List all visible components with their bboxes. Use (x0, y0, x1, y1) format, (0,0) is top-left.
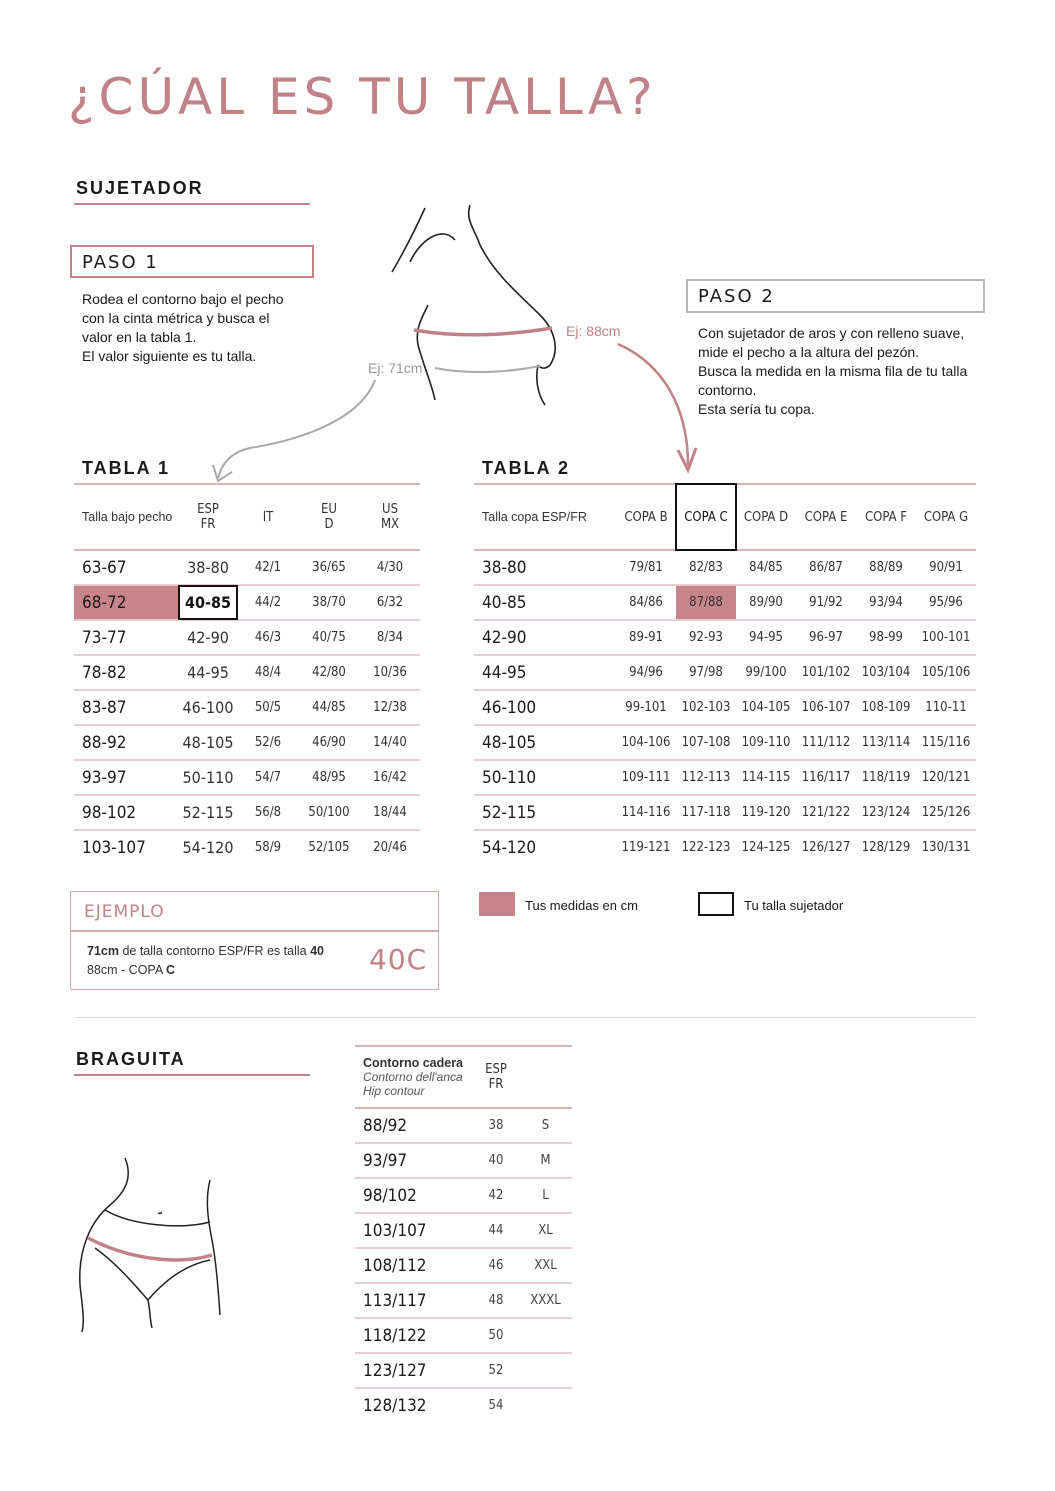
step2-label: PASO 2 (698, 286, 775, 307)
table2-header: COPA D (736, 484, 796, 550)
table2-cell: 115/116 (916, 725, 976, 760)
table2-heading: TABLA 2 (482, 458, 570, 478)
table1-cell: 50/100 (298, 795, 360, 830)
step2-line: Con sujetador de aros y con relleno suave, (698, 325, 965, 341)
hip-cell: 38 (473, 1108, 519, 1143)
table1-cell: 42/1 (238, 550, 298, 585)
example-text (87, 942, 347, 980)
hip-cell: 42 (473, 1178, 519, 1213)
table2-cell: 110-11 (916, 690, 976, 725)
table2-cell: 46-100 (474, 690, 616, 725)
hip-cell: 118/122 (355, 1318, 473, 1353)
table2-cell: 94/96 (616, 655, 676, 690)
table1-cell: 36/65 (298, 550, 360, 585)
table1-cell: 52-115 (178, 795, 238, 830)
table2-cell: 44-95 (474, 655, 616, 690)
table1-cell: 83-87 (74, 690, 178, 725)
hip-row (355, 1108, 572, 1143)
brief-section-heading: BRAGUITA (76, 1049, 186, 1069)
example-line2-mid: 88cm - COPA (87, 963, 166, 977)
hip-cell: 113/117 (355, 1283, 473, 1318)
table1-row (74, 795, 420, 830)
table1-cell: 6/32 (360, 585, 420, 620)
table2-row (474, 690, 976, 725)
step1-line: con la cinta métrica y busca el (82, 310, 270, 326)
hip-row (355, 1178, 572, 1213)
table2-cell: 128/129 (861, 840, 911, 855)
table2-cell: 109-110 (736, 725, 796, 760)
bust-measure-annotation: Ej: 88cm (566, 323, 621, 339)
table1-heading: TABLA 1 (82, 458, 170, 478)
hip-row (355, 1388, 572, 1422)
example-cup: C (165, 963, 175, 977)
table2-cell: 113/114 (856, 725, 916, 760)
table2-cell: 54-120 (482, 837, 537, 858)
table2-cell: 124-125 (741, 840, 791, 855)
table2-cell: 118/119 (856, 760, 916, 795)
table2-cell: 117-118 (676, 795, 736, 830)
table1-cell: 98-102 (74, 795, 178, 830)
table2-cell: 87/88 (676, 585, 736, 620)
hip-cell: 98/102 (355, 1178, 473, 1213)
step2-line: Busca la medida en la misma fila de tu talla (698, 363, 968, 379)
table1-row (74, 725, 420, 760)
legend-size-label: Tu talla sujetador (744, 898, 844, 913)
table2-cell: 52-115 (474, 795, 616, 830)
table1-cell: 88-92 (74, 725, 178, 760)
table2-row (474, 725, 976, 760)
hip-header-blank (519, 1046, 572, 1108)
table1-cell: 50/5 (238, 690, 298, 725)
hip-cell: 123/127 (355, 1353, 473, 1388)
table2-cell: 122-123 (681, 840, 731, 855)
page-title: ¿CÚAL ES TU TALLA? (68, 68, 657, 126)
example-line-1 (87, 942, 347, 961)
table1-cell: 40/75 (298, 620, 360, 655)
table1-cell: 8/34 (360, 620, 420, 655)
hip-cell: 88/92 (355, 1108, 473, 1143)
table1-row (74, 690, 420, 725)
table2-cell: 105/106 (916, 655, 976, 690)
table2-cell: 130/131 (921, 840, 971, 855)
hip-header-es: Contorno cadera (363, 1056, 464, 1070)
table2-cell: 50-110 (474, 760, 616, 795)
table2-cell: 108-109 (856, 690, 916, 725)
hip-row (355, 1318, 572, 1353)
step2-line: contorno. (698, 382, 757, 398)
table1-cell: 56/8 (238, 795, 298, 830)
table1-cell: 54-120 (182, 838, 234, 857)
table1-cell: 16/42 (360, 760, 420, 795)
table2-cell: 82/83 (676, 550, 736, 585)
table2-cell: 114-116 (616, 795, 676, 830)
example-band: 40 (310, 944, 324, 958)
table1-header: US MX (360, 484, 420, 550)
hip-cell: XXL (519, 1248, 572, 1283)
table2-cell: 91/92 (796, 585, 856, 620)
table2-row (474, 550, 976, 585)
table2-header-selected: COPA C (676, 484, 736, 550)
table1-cell: 54/7 (238, 760, 298, 795)
table1-cell: 46-100 (178, 690, 238, 725)
hips-illustration (70, 1150, 230, 1335)
table1-cell: 58/9 (254, 840, 282, 855)
table1-header: IT (238, 484, 298, 550)
table2-cell: 99/100 (736, 655, 796, 690)
table1-cell: 52/6 (238, 725, 298, 760)
table2-cell: 48-105 (474, 725, 616, 760)
step2-line: mide el pecho a la altura del pezón. (698, 344, 920, 360)
table2-header: COPA E (796, 484, 856, 550)
table1-header: Talla bajo pecho (74, 484, 178, 550)
table2-cell: 90/91 (916, 550, 976, 585)
example-line-2 (87, 961, 347, 980)
table1-cell: 10/36 (360, 655, 420, 690)
table2-cell: 104-106 (616, 725, 676, 760)
table1-row (74, 760, 420, 795)
table2-cell: 111/112 (796, 725, 856, 760)
hip-row (355, 1143, 572, 1178)
table1-cell: 46/3 (238, 620, 298, 655)
hip-cell: 52 (473, 1353, 519, 1388)
table2-cell: 102-103 (676, 690, 736, 725)
example-line1-mid: de talla contorno ESP/FR es talla (118, 944, 311, 958)
hip-cell: 54 (488, 1398, 504, 1413)
hip-row (355, 1248, 572, 1283)
step1-line: Rodea el contorno bajo el pecho (82, 291, 284, 307)
table1-cell: 48/4 (238, 655, 298, 690)
hip-header-it: Contorno dell'anca (363, 1070, 463, 1084)
hip-header-en: Hip contour (363, 1084, 425, 1098)
table1-cell: 73-77 (74, 620, 178, 655)
hip-cell: 48 (473, 1283, 519, 1318)
table2-row (474, 830, 976, 864)
table2-cell: 86/87 (796, 550, 856, 585)
table1-cell: 14/40 (360, 725, 420, 760)
hip-cell: 46 (473, 1248, 519, 1283)
table1-row (74, 585, 420, 620)
table2-cell: 84/85 (736, 550, 796, 585)
table2-row (474, 760, 976, 795)
table1-cell: 12/38 (360, 690, 420, 725)
table2-cell: 89-91 (616, 620, 676, 655)
table2-cell: 99-101 (616, 690, 676, 725)
table2-cell: 109-111 (616, 760, 676, 795)
table2-cell: 123/124 (856, 795, 916, 830)
table2-row (474, 620, 976, 655)
table1-cell: 4/30 (360, 550, 420, 585)
hip-row (355, 1213, 572, 1248)
hip-cell: M (519, 1143, 572, 1178)
table2-cell: 119-120 (736, 795, 796, 830)
underbust-measure-annotation: Ej: 71cm (368, 360, 423, 376)
example-box (70, 891, 439, 990)
table1-cell: 52/105 (308, 840, 350, 855)
step1-label: PASO 1 (82, 252, 159, 273)
table2-cell: 97/98 (676, 655, 736, 690)
table1-cell: 63-67 (74, 550, 178, 585)
table1-cell: 50-110 (178, 760, 238, 795)
table2-cell: 84/86 (616, 585, 676, 620)
table1-row (74, 550, 420, 585)
table1-cell: 42/80 (298, 655, 360, 690)
table2-row (474, 655, 976, 690)
table2-cell: 121/122 (796, 795, 856, 830)
table2-cell: 126/127 (801, 840, 851, 855)
hip-table (355, 1045, 572, 1422)
example-title: EJEMPLO (84, 902, 165, 922)
table2-cell: 42-90 (474, 620, 616, 655)
table2-cell: 93/94 (856, 585, 916, 620)
table2-cell: 103/104 (856, 655, 916, 690)
table2-cell: 98-99 (856, 620, 916, 655)
hip-cell: S (519, 1108, 572, 1143)
example-underbust: 71cm (87, 944, 119, 958)
hip-row (355, 1283, 572, 1318)
table2-header: COPA B (616, 484, 676, 550)
hip-cell: XL (519, 1213, 572, 1248)
table2-cell: 125/126 (916, 795, 976, 830)
hip-cell (519, 1388, 572, 1422)
table2-cell: 92-93 (676, 620, 736, 655)
table2-cell: 96-97 (796, 620, 856, 655)
hip-row (355, 1353, 572, 1388)
legend-measure-swatch (479, 892, 515, 916)
table1-cell: 20/46 (373, 840, 407, 855)
hip-header-espfr: ESP FR (473, 1046, 519, 1108)
hip-cell: L (519, 1178, 572, 1213)
table2-row (474, 795, 976, 830)
table1-cell: 46/90 (298, 725, 360, 760)
table2-cell: 89/90 (736, 585, 796, 620)
table2-cell: 79/81 (616, 550, 676, 585)
table1-cell: 38/70 (298, 585, 360, 620)
table1-cell: 44-95 (178, 655, 238, 690)
step1-line: valor en la tabla 1. (82, 329, 197, 345)
table1-cell: 44/85 (298, 690, 360, 725)
table2-cell: 100-101 (916, 620, 976, 655)
table2-header: Talla copa ESP/FR (474, 484, 616, 550)
table2-cell: 112-113 (676, 760, 736, 795)
table1-cell: 78-82 (74, 655, 178, 690)
table2-row (474, 585, 976, 620)
table2-cell: 101/102 (796, 655, 856, 690)
table2-cell: 104-105 (736, 690, 796, 725)
table1-row (74, 830, 420, 864)
table2-cell: 40-85 (474, 585, 616, 620)
table1-header: EU D (298, 484, 360, 550)
table2-header: COPA G (916, 484, 976, 550)
table1 (74, 483, 420, 864)
table1-cell: 103-107 (82, 837, 146, 858)
bra-section-heading: SUJETADOR (76, 178, 204, 198)
table1-header: ESP FR (178, 484, 238, 550)
table1-cell: 38-80 (178, 550, 238, 585)
hip-cell: 93/97 (355, 1143, 473, 1178)
table2-cell: 88/89 (856, 550, 916, 585)
table1-cell: 40-85 (178, 585, 238, 620)
legend-size-swatch (698, 892, 734, 916)
table2-header: COPA F (856, 484, 916, 550)
section-divider (74, 1017, 976, 1018)
table1-cell: 93-97 (74, 760, 178, 795)
brief-heading-underline (74, 1074, 310, 1076)
table2-cell: 116/117 (796, 760, 856, 795)
example-divider (71, 930, 438, 932)
hip-header-label (355, 1046, 473, 1108)
step1-line: El valor siguiente es tu talla. (82, 348, 257, 364)
hip-cell (519, 1353, 572, 1388)
hip-cell: 128/132 (363, 1395, 427, 1416)
hip-cell: 103/107 (355, 1213, 473, 1248)
example-result: 40C (369, 943, 428, 976)
table1-cell: 44/2 (238, 585, 298, 620)
table1-row (74, 620, 420, 655)
table1-row (74, 655, 420, 690)
table1-cell: 42-90 (178, 620, 238, 655)
table2 (474, 483, 976, 864)
table2-cell: 120/121 (916, 760, 976, 795)
hip-cell (519, 1318, 572, 1353)
table2-cell: 94-95 (736, 620, 796, 655)
table2-cell: 106-107 (796, 690, 856, 725)
hip-cell: 40 (473, 1143, 519, 1178)
hip-cell: 44 (473, 1213, 519, 1248)
guide-arrows (0, 0, 1055, 500)
table1-cell: 68-72 (74, 585, 178, 620)
table2-cell: 107-108 (676, 725, 736, 760)
table2-cell: 114-115 (736, 760, 796, 795)
table1-cell: 48/95 (298, 760, 360, 795)
hip-cell: 108/112 (355, 1248, 473, 1283)
table2-cell: 119-121 (621, 840, 671, 855)
table1-cell: 48-105 (178, 725, 238, 760)
table1-cell: 18/44 (360, 795, 420, 830)
legend-measure-label: Tus medidas en cm (525, 898, 638, 913)
table2-cell: 95/96 (916, 585, 976, 620)
hip-cell: XXXL (519, 1283, 572, 1318)
table2-cell: 38-80 (474, 550, 616, 585)
step2-line: Esta sería tu copa. (698, 401, 815, 417)
hip-cell: 50 (473, 1318, 519, 1353)
